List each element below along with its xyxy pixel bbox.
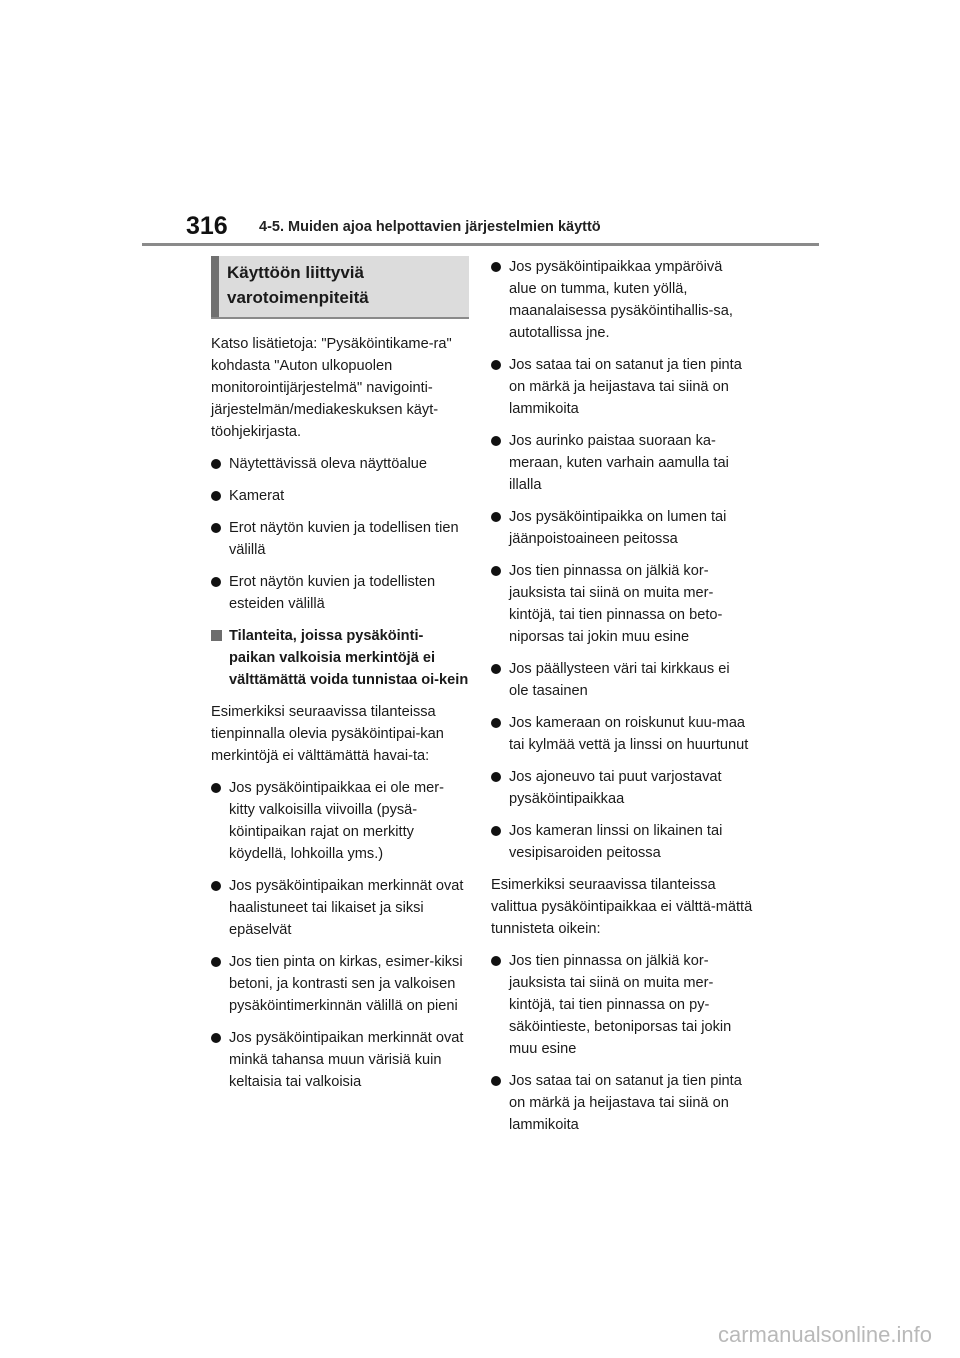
list-item-text: Erot näytön kuvien ja todellisen tien välillä [229, 520, 459, 558]
bullet-dot-icon [491, 566, 501, 576]
square-bullet-icon [211, 630, 222, 641]
list-item-text: Jos pysäköintipaikan merkinnät ovat minkä tahansa muun värisiä kuin keltaisia tai valkoisia [229, 1030, 464, 1090]
list-item-text: Kamerat [229, 488, 285, 504]
right-column [491, 256, 753, 1146]
section-underline [211, 317, 469, 319]
bullet-list [491, 950, 753, 1136]
list-item [211, 875, 469, 941]
bullet-dot-icon [491, 1076, 501, 1086]
list-item [491, 430, 753, 496]
list-item [211, 485, 469, 507]
bullet-list [211, 777, 469, 1093]
list-item [491, 256, 753, 344]
list-item [211, 1027, 469, 1093]
bullet-dot-icon [491, 512, 501, 522]
list-item-text: Jos pysäköintipaikka on lumen tai jäänpoistoaineen peitossa [509, 509, 727, 547]
bullet-dot-icon [211, 577, 221, 587]
bullet-dot-icon [491, 826, 501, 836]
bullet-dot-icon [211, 1033, 221, 1043]
list-item-text: Jos tien pinnassa on jälkiä kor-jauksista tai siinä on muita mer-kintöjä, tai tien pinnassa on beto-niporsas tai jokin muu esine [509, 563, 723, 645]
bullet-dot-icon [211, 459, 221, 469]
list-item [211, 571, 469, 615]
list-item-text: Jos ajoneuvo tai puut varjostavat pysäköintipaikkaa [509, 769, 722, 807]
bullet-dot-icon [211, 783, 221, 793]
list-item-text: Erot näytön kuvien ja todellisten esteiden välillä [229, 574, 436, 612]
bullet-dot-icon [491, 262, 501, 272]
bullet-dot-icon [491, 664, 501, 674]
list-item-text: Näytettävissä oleva näyttöalue [229, 456, 427, 472]
paragraph: Esimerkiksi seuraavissa tilanteissa valittua pysäköintipaikkaa ei välttä-mättä tunnisteta oikein: [491, 877, 753, 937]
list-item [211, 777, 469, 865]
section-title: Käyttöön liittyviä varotoimenpiteitä [211, 256, 469, 317]
list-item-text: Jos kameran linssi on likainen tai vesipisaroiden peitossa [509, 823, 723, 861]
list-item-text: Jos pysäköintipaikkaa ympäröivä alue on tumma, kuten yöllä, maanalaisessa pysäköintihallis-sa, autotallissa jne. [509, 259, 733, 341]
bullet-dot-icon [491, 772, 501, 782]
list-item [491, 1070, 753, 1136]
list-item [491, 712, 753, 756]
left-column [211, 256, 469, 1103]
list-item [491, 658, 753, 702]
subheading-text: Tilanteita, joissa pysäköinti-paikan valkoisia merkintöjä ei välttämättä voida tunnistaa oi-kein [229, 628, 469, 688]
bullet-list [491, 256, 753, 864]
paragraph: Esimerkiksi seuraavissa tilanteissa tienpinnalla olevia pysäköintipai-kan merkintöjä ei välttämättä havai-ta: [211, 704, 444, 764]
header-rule [142, 243, 819, 246]
chapter-title: 4-5. Muiden ajoa helpottavien järjestelmien käyttö [259, 219, 601, 235]
subheading [211, 625, 469, 691]
page-number: 316 [186, 212, 228, 240]
list-item-text: Jos sataa tai on satanut ja tien pinta on märkä ja heijastava tai siinä on lammikoita [509, 357, 742, 417]
list-item [491, 354, 753, 420]
list-item-text: Jos tien pinnassa on jälkiä kor-jauksista tai siinä on muita mer-kintöjä, tai tien pinnassa on py-säköintieste, betoniporsas tai jokin muu esine [509, 953, 732, 1057]
list-item-text: Jos aurinko paistaa suoraan ka-meraan, kuten varhain aamulla tai illalla [509, 433, 729, 493]
intro-paragraph: Katso lisätietoja: "Pysäköintikame-ra" kohdasta "Auton ulkopuolen monitorointijärjestelmä" navigointi-järjestelmän/mediakeskuksen käyt-töohjekirjasta. [211, 336, 452, 440]
list-item [211, 453, 469, 475]
list-item [491, 820, 753, 864]
bullet-dot-icon [491, 718, 501, 728]
page-header [0, 0, 960, 250]
list-item-text: Jos pysäköintipaikkaa ei ole mer-kitty valkoisilla viivoilla (pysä-köintipaikan rajat on merkitty köydellä, lohkoilla yms.) [229, 780, 444, 862]
list-item [491, 950, 753, 1060]
list-item [491, 560, 753, 648]
bullet-dot-icon [211, 881, 221, 891]
bullet-dot-icon [211, 523, 221, 533]
bullet-dot-icon [491, 436, 501, 446]
list-item-text: Jos päällysteen väri tai kirkkaus ei ole tasainen [509, 661, 730, 699]
bullet-dot-icon [211, 957, 221, 967]
list-item [491, 766, 753, 810]
bullet-dot-icon [491, 360, 501, 370]
list-item [491, 506, 753, 550]
list-item-text: Jos tien pinta on kirkas, esimer-kiksi betoni, ja kontrasti sen ja valkoisen pysäköintimerkinnän välillä on pieni [229, 954, 463, 1014]
list-item-text: Jos sataa tai on satanut ja tien pinta on märkä ja heijastava tai siinä on lammikoita [509, 1073, 742, 1133]
bullet-dot-icon [211, 491, 221, 501]
watermark: carmanualsonline.info [717, 1322, 932, 1347]
bullet-list [211, 453, 469, 615]
list-item [211, 517, 469, 561]
list-item-text: Jos pysäköintipaikan merkinnät ovat haalistuneet tai likaiset ja siksi epäselvät [229, 878, 464, 938]
list-item-text: Jos kameraan on roiskunut kuu-maa tai kylmää vettä ja linssi on huurtunut [509, 715, 749, 753]
bullet-dot-icon [491, 956, 501, 966]
list-item [211, 951, 469, 1017]
